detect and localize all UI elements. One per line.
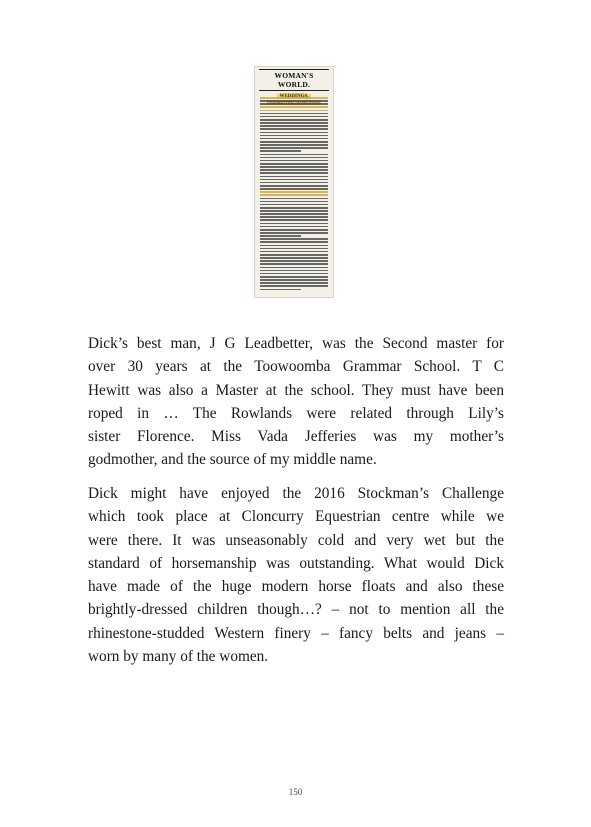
clipping-text-line: [260, 241, 328, 243]
paragraph-line: standard of horsemanship was outstanding. What would Dick: [88, 554, 504, 572]
clipping-text-line: [260, 97, 328, 99]
paragraph-1: [88, 332, 504, 472]
clipping-text-line: [260, 100, 328, 102]
clipping-heading: WOMAN'S WORLD.: [259, 69, 329, 91]
clipping-text-line: [260, 119, 328, 121]
clipping-text-line: [260, 135, 328, 137]
clipping-text-line: [260, 169, 328, 171]
clipping-text-line: [260, 160, 328, 162]
clipping-text-line: [260, 103, 328, 105]
paragraph-line: rhinestone-studded Western finery – fancy belts and jeans –: [88, 624, 504, 642]
clipping-text-line: [260, 232, 328, 234]
paragraph-line: Hewitt was also a Master at the school. They must have been: [88, 381, 504, 399]
clipping-text-line: [260, 267, 328, 269]
clipping-text-line: [260, 198, 328, 200]
clipping-text-line: [260, 147, 328, 149]
clipping-text-line: [260, 150, 301, 152]
clipping-text-line: [260, 172, 328, 174]
clipping-text-line: [260, 132, 328, 134]
clipping-text-line: [260, 191, 328, 193]
clipping-text-line: [260, 154, 328, 156]
clipping-text-line: [260, 226, 328, 228]
paragraph-line: Dick’s best man, J G Leadbetter, was the Second master for: [88, 335, 504, 352]
clipping-text-line: [260, 235, 301, 237]
clipping-text-line: [260, 213, 328, 215]
clipping-text-line: [260, 138, 328, 140]
clipping-text-line: [260, 276, 328, 278]
clipping-text-line: [260, 188, 328, 190]
page-number: 150: [288, 787, 303, 797]
clipping-text-line: [260, 254, 328, 256]
paragraph-line: were there. It was unseasonably cold and very wet but the: [88, 531, 504, 549]
clipping-text-line: [260, 166, 328, 168]
clipping-text-line: [260, 257, 328, 259]
clipping-text-line: [260, 229, 328, 231]
paragraph-2: [88, 482, 504, 668]
newspaper-clipping-image: [254, 66, 334, 298]
clipping-text-line: [260, 282, 328, 284]
paragraph-line: have made of the huge modern horse floats and also these: [88, 578, 504, 596]
clipping-text-line: [260, 122, 328, 124]
clipping-body-text: [260, 97, 328, 291]
clipping-text-line: [260, 289, 301, 291]
clipping-text-line: [260, 157, 328, 159]
clipping-text-line: [260, 116, 328, 118]
clipping-text-line: [260, 106, 328, 108]
clipping-text-line: [260, 125, 328, 127]
clipping-text-line: [260, 248, 328, 250]
clipping-text-line: [260, 204, 328, 206]
paragraph-line: sister Florence. Miss Vada Jefferies was my mother’s: [88, 428, 504, 446]
clipping-text-line: [260, 223, 328, 225]
clipping-text-line: [260, 270, 328, 272]
paragraph-line: over 30 years at the Toowoomba Grammar School. T C: [88, 358, 504, 376]
clipping-text-line: [260, 141, 328, 143]
clipping-text-line: [260, 182, 328, 184]
paragraph-line: roped in … The Rowlands were related through Lily’s: [88, 404, 504, 422]
clipping-text-line: [260, 113, 328, 115]
clipping-text-line: [260, 207, 328, 209]
clipping-text-line: [260, 128, 328, 130]
clipping-text-line: [260, 163, 328, 165]
paragraph-line: brightly-dressed children though…? – not to mention all the: [88, 601, 504, 619]
paragraph-line: Dick might have enjoyed the 2016 Stockman’s Challenge: [88, 485, 504, 502]
clipping-text-line: [260, 110, 328, 112]
clipping-text-line: [260, 273, 328, 275]
clipping-text-line: [260, 219, 328, 221]
paragraph-line: worn by many of the women.: [88, 648, 269, 666]
paragraph-line: which took place at Cloncurry Equestrian centre while we: [88, 508, 504, 526]
paragraph-line: godmother, and the source of my middle name.: [88, 451, 377, 469]
clipping-text-line: [260, 216, 328, 218]
clipping-text-line: [260, 245, 328, 247]
clipping-text-line: [260, 179, 328, 181]
clipping-text-line: [260, 279, 328, 281]
clipping-text-line: [260, 263, 328, 265]
clipping-text-line: [260, 260, 328, 262]
clipping-text-line: [260, 176, 328, 178]
clipping-text-line: [260, 144, 328, 146]
clipping-text-line: [260, 194, 328, 196]
clipping-text-line: [260, 201, 328, 203]
clipping-text-line: [260, 251, 328, 253]
clipping-text-line: [260, 285, 328, 287]
clipping-text-line: [260, 185, 328, 187]
clipping-text-line: [260, 238, 328, 240]
clipping-text-line: [260, 210, 328, 212]
